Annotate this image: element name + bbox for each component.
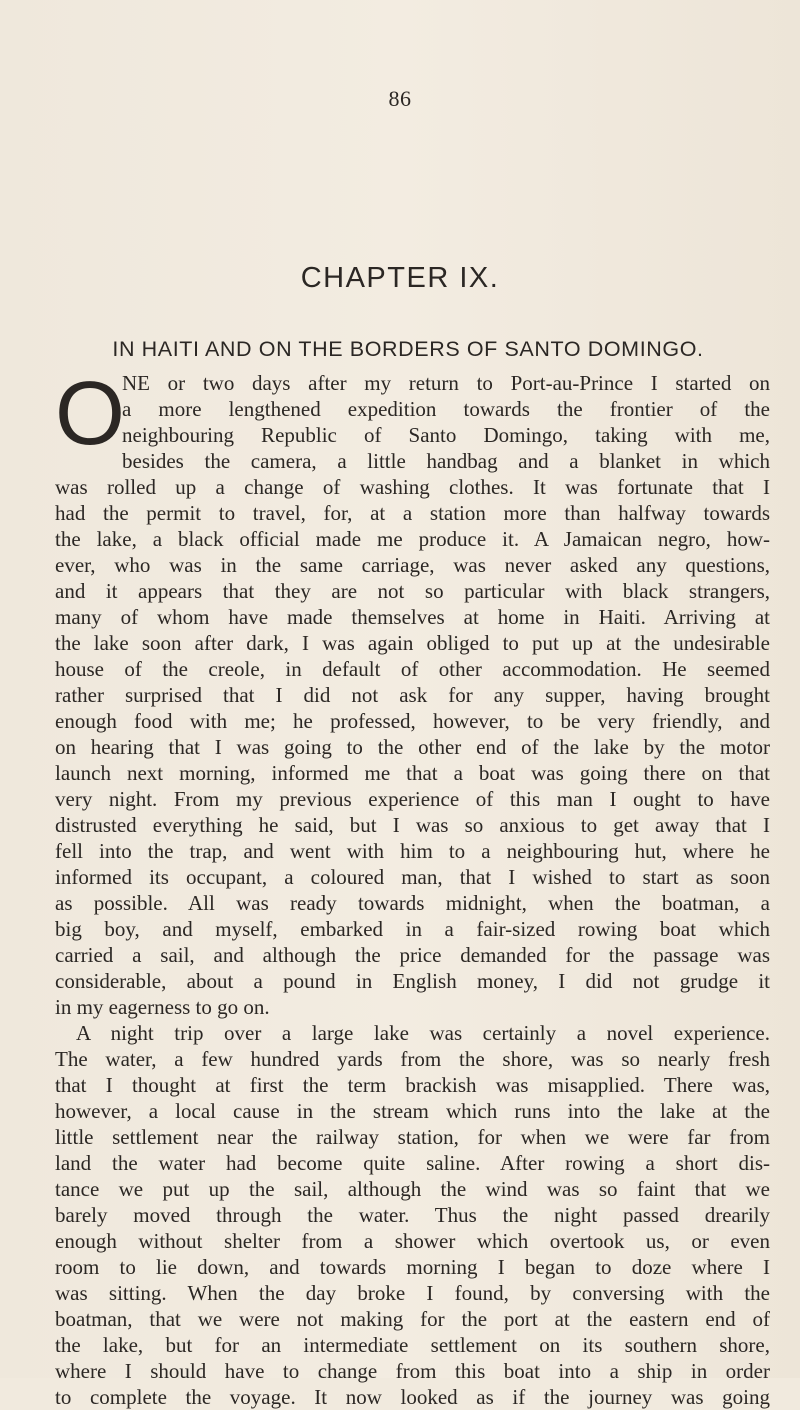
- text-line: the lake, a black official made me produce it. A Jamaican negro, how-: [55, 527, 770, 551]
- text-line: the lake, but for an intermediate settlement on its southern shore,: [55, 1333, 770, 1357]
- text-line: very night. From my previous experience of this man I ought to have: [55, 787, 770, 811]
- text-line: little settlement near the railway station, for when we were far from: [55, 1125, 770, 1149]
- text-line: however, a local cause in the stream which runs into the lake at the: [55, 1099, 770, 1123]
- text-line: considerable, about a pound in English money, I did not grudge it: [55, 969, 770, 993]
- text-line: boatman, that we were not making for the port at the eastern end of: [55, 1307, 770, 1331]
- text-line: a more lengthened expedition towards the frontier of the: [122, 397, 770, 421]
- text-line: rather surprised that I did not ask for any supper, having brought: [55, 683, 770, 707]
- text-line: that I thought at first the term brackish was misapplied. There was,: [55, 1073, 770, 1097]
- chapter-subtitle: IN HAITI AND ON THE BORDERS OF SANTO DOMINGO.: [112, 337, 704, 361]
- text-line: fell into the trap, and went with him to a neighbouring hut, where he: [55, 839, 770, 863]
- text-line: was rolled up a change of washing clothes. It was fortunate that I: [55, 475, 770, 499]
- body-text: [55, 364, 770, 1410]
- text-line: and it appears that they are not so particular with black strangers,: [55, 579, 770, 603]
- page-number: 86: [388, 86, 412, 111]
- text-line: where I should have to change from this boat into a ship in order: [55, 1359, 770, 1383]
- text-line: big boy, and myself, embarked in a fair-sized rowing boat which: [55, 917, 770, 941]
- text-line: land the water had become quite saline. After rowing a short dis-: [55, 1151, 770, 1175]
- drop-cap: O: [55, 364, 126, 464]
- text-line: informed its occupant, a coloured man, that I wished to start as soon: [55, 865, 770, 889]
- text-line: besides the camera, a little handbag and a blanket in which: [122, 449, 770, 473]
- text-line: NE or two days after my return to Port-au-Prince I started on: [122, 371, 770, 395]
- text-line: carried a sail, and although the price demanded for the passage was: [55, 943, 770, 967]
- text-line: A night trip over a large lake was certainly a novel experience.: [76, 1021, 770, 1045]
- text-line: ever, who was in the same carriage, was never asked any questions,: [55, 553, 770, 577]
- text-line: was sitting. When the day broke I found, by conversing with the: [55, 1281, 770, 1305]
- text-line: house of the creole, in default of other accommodation. He seemed: [55, 657, 770, 681]
- text-line: had the permit to travel, for, at a station more than halfway towards: [55, 501, 770, 525]
- text-line: enough food with me; he professed, however, to be very friendly, and: [55, 709, 770, 733]
- text-line: many of whom have made themselves at home in Haiti. Arriving at: [55, 605, 770, 629]
- text-line: in my eagerness to go on.: [55, 995, 270, 1019]
- text-line: launch next morning, informed me that a boat was going there on that: [55, 761, 770, 785]
- text-line: barely moved through the water. Thus the night passed drearily: [55, 1203, 770, 1227]
- text-line: The water, a few hundred yards from the shore, was so nearly fresh: [55, 1047, 770, 1071]
- text-line: on hearing that I was going to the other end of the lake by the motor: [55, 735, 770, 759]
- text-line: neighbouring Republic of Santo Domingo, taking with me,: [122, 423, 770, 447]
- text-line: enough without shelter from a shower which overtook us, or even: [55, 1229, 770, 1253]
- chapter-title: CHAPTER IX.: [300, 262, 500, 294]
- text-line: room to lie down, and towards morning I began to doze where I: [55, 1255, 770, 1279]
- text-line: tance we put up the sail, although the wind was so faint that we: [55, 1177, 770, 1201]
- text-line: as possible. All was ready towards midnight, when the boatman, a: [55, 891, 770, 915]
- text-line: to complete the voyage. It now looked as if the journey was going: [55, 1385, 770, 1409]
- text-line: distrusted everything he said, but I was so anxious to get away that I: [55, 813, 770, 837]
- text-line: the lake soon after dark, I was again obliged to put up at the undesirable: [55, 631, 770, 655]
